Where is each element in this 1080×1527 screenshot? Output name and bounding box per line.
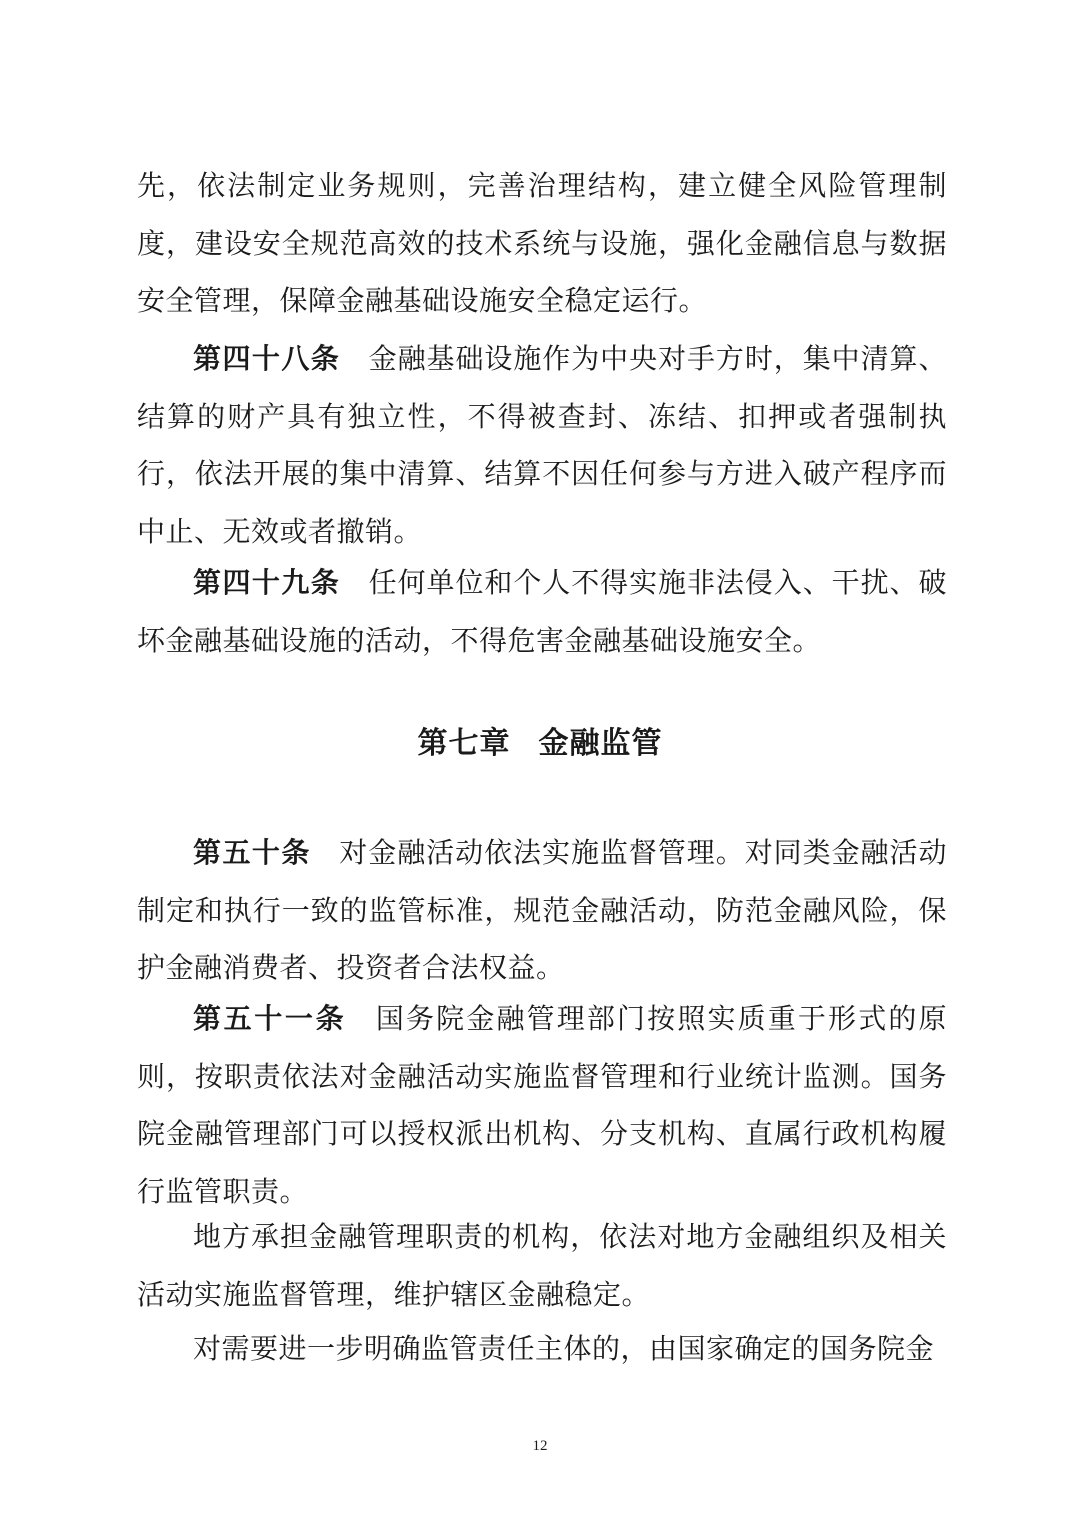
article-number: 第五十一条 <box>193 1002 347 1035</box>
article-text: 对金融活动依法实施监督管理。对同类金融活动制定和执行一致的监管标准，规范金融活动，防范金融风险，保护金融消费者、投资者合法权益。 <box>137 836 947 984</box>
paragraph-last <box>137 1320 947 1378</box>
article-51 <box>137 990 947 1220</box>
article-text: 金融基础设施作为中央对手方时，集中清算、结算的财产具有独立性，不得被查封、冻结、扣押或者强制执行，依法开展的集中清算、结算不因任何参与方进入破产程序而中止、无效或者撤销。 <box>137 342 947 548</box>
article-50 <box>137 824 947 997</box>
chapter-heading <box>0 724 1080 764</box>
page-number: 12 <box>532 1438 548 1454</box>
article-number: 第四十九条 <box>193 566 341 599</box>
article-number: 第五十条 <box>193 836 311 869</box>
paragraph-text: 先，依法制定业务规则，完善治理结构，建立健全风险管理制度，建设安全规范高效的技术系统与设施，强化金融信息与数据安全管理，保障金融基础设施安全稳定运行。 <box>137 169 947 317</box>
article-49 <box>137 554 947 669</box>
paragraph-text: 地方承担金融管理职责的机构，依法对地方金融组织及相关活动实施监督管理，维护辖区金融稳定。 <box>137 1220 947 1311</box>
article-number: 第四十八条 <box>193 342 341 375</box>
paragraph-local <box>137 1208 947 1323</box>
chapter-number: 第七章 <box>417 726 511 761</box>
article-text: 任何单位和个人不得实施非法侵入、干扰、破坏金融基础设施的活动，不得危害金融基础设施安全。 <box>137 566 947 657</box>
chapter-title: 金融监管 <box>538 726 663 761</box>
article-text: 国务院金融管理部门按照实质重于形式的原则，按职责依法对金融活动实施监督管理和行业统计监测。国务院金融管理部门可以授权派出机构、分支机构、直属行政机构履行监管职责。 <box>137 1002 947 1208</box>
paragraph-text: 对需要进一步明确监管责任主体的，由国家确定的国务院金 <box>193 1332 935 1365</box>
paragraph-continued <box>137 157 947 330</box>
article-48 <box>137 330 947 560</box>
